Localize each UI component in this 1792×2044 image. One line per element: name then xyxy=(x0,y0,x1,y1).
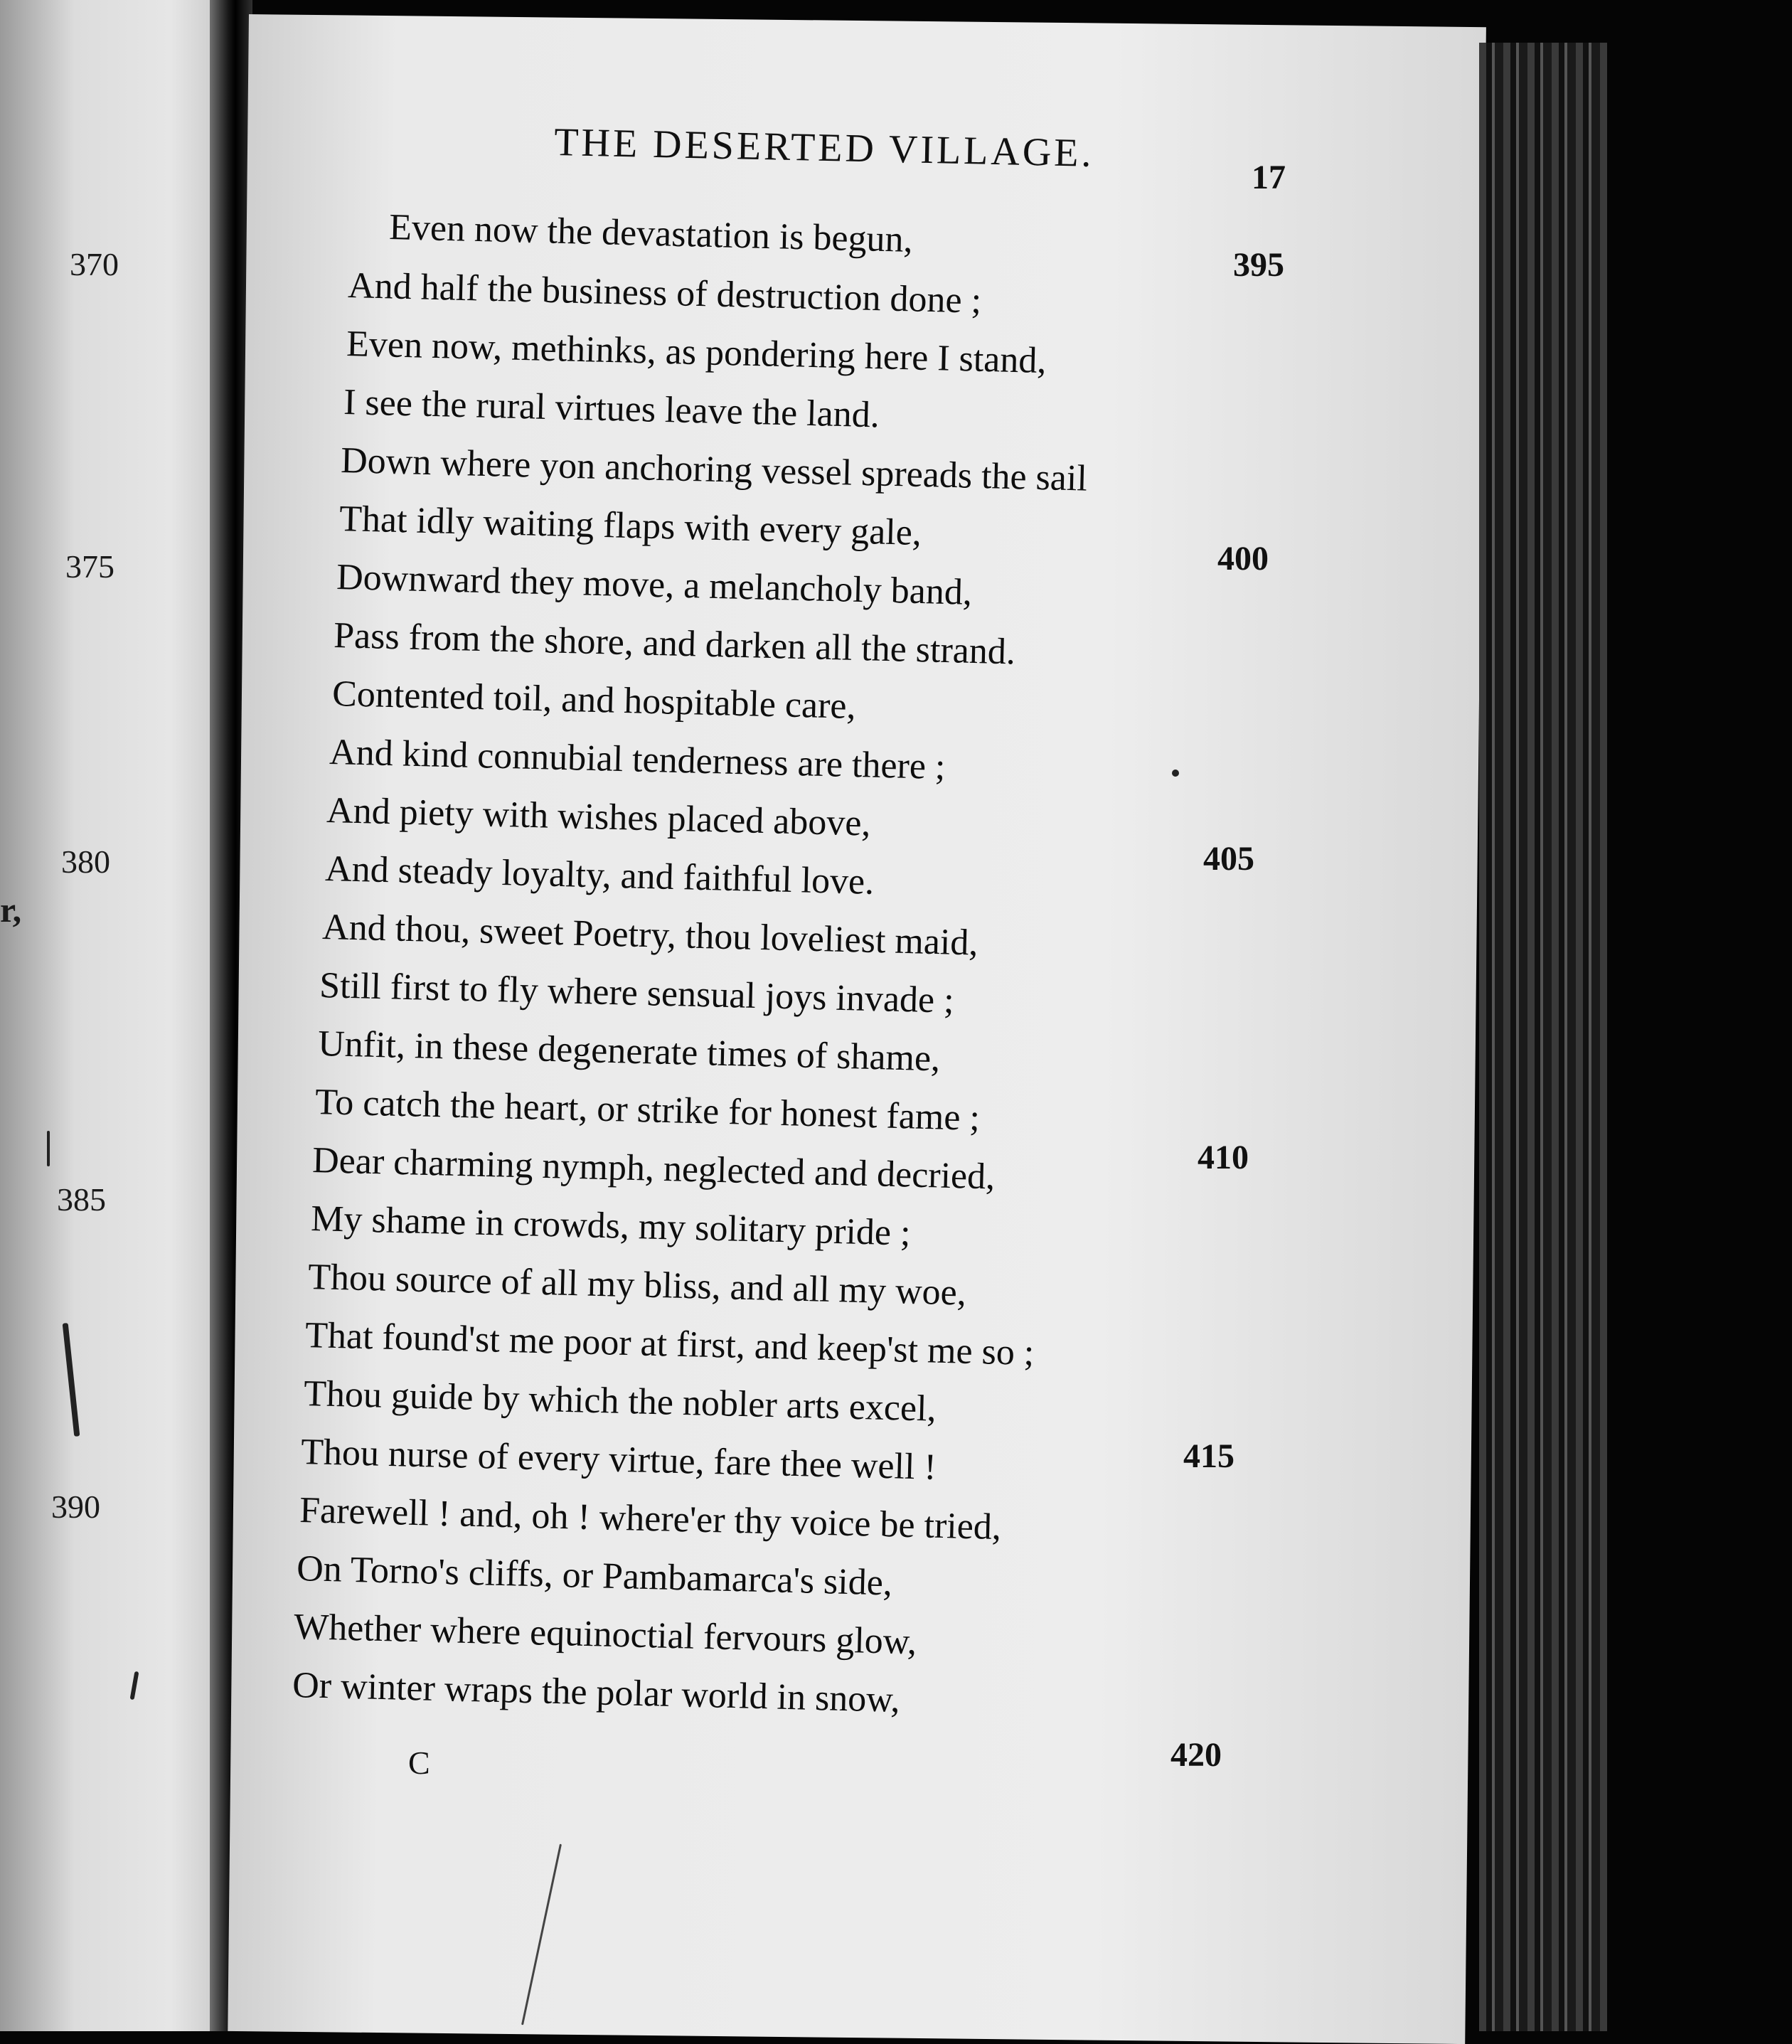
poem-line: Or winter wraps the polar world in snow, xyxy=(292,1664,901,1720)
poem-line: Dear charming nymph, neglected and decried, xyxy=(311,1139,996,1198)
running-title: THE DESERTED VILLAGE. xyxy=(553,119,1095,176)
poem-line: My shame in crowds, my solitary pride ; xyxy=(310,1198,912,1254)
poem-line: Thou guide by which the nobler arts excel, xyxy=(303,1373,937,1430)
page-edges xyxy=(1479,43,1607,2031)
poem-line: And thou, sweet Poetry, thou loveliest maid, xyxy=(321,906,979,964)
left-page xyxy=(0,0,213,2031)
signature-mark: C xyxy=(408,1745,430,1781)
line-number: 405 xyxy=(1203,840,1254,878)
line-number: 420 xyxy=(1170,1736,1222,1774)
poem-line: Still first to fly where sensual joys invade ; xyxy=(319,964,955,1021)
ink-stroke xyxy=(47,1131,50,1166)
left-line-number: 380 xyxy=(61,843,110,880)
poem-line: That idly waiting flaps with every gale, xyxy=(338,498,922,553)
poem-line: Contented toil, and hospitable care, xyxy=(331,673,857,727)
line-number: 400 xyxy=(1217,540,1269,577)
poem-line: Down where yon anchoring vessel spreads the sail xyxy=(340,440,1088,499)
poem-line: And piety with wishes placed above, xyxy=(326,789,872,844)
ink-stroke xyxy=(63,1323,80,1437)
ink-dot xyxy=(1172,770,1179,777)
line-number: 415 xyxy=(1183,1437,1234,1475)
poem-line: To catch the heart, or strike for honest fame ; xyxy=(314,1081,981,1139)
page-number: 17 xyxy=(1252,159,1286,196)
line-number: 395 xyxy=(1233,246,1284,284)
poem-line: Thou source of all my bliss, and all my woe, xyxy=(307,1256,967,1314)
left-line-number: 390 xyxy=(51,1489,100,1525)
left-line-number: 375 xyxy=(65,548,114,585)
poem-line: That found'st me poor at first, and keep'st me so ; xyxy=(304,1314,1035,1374)
ink-stroke xyxy=(130,1671,139,1700)
poem-line: And steady loyalty, and faithful love. xyxy=(324,848,875,903)
poem-line: Even now, methinks, as pondering here I stand, xyxy=(346,323,1047,382)
poem-line: I see the rural virtues leave the land. xyxy=(343,381,880,436)
left-line-number: 370 xyxy=(70,246,119,282)
poem-line: Pass from the shore, and darken all the strand. xyxy=(333,614,1016,673)
poem-line: Even now the devastation is begun, xyxy=(388,206,914,260)
left-page-fragment: r, xyxy=(0,890,22,930)
poem-line: Downward they move, a melancholy band, xyxy=(336,556,973,613)
poem-line: Thou nurse of every virtue, fare thee well ! xyxy=(300,1431,937,1488)
line-number: 410 xyxy=(1198,1139,1249,1176)
poem-line: And kind connubial tenderness are there ; xyxy=(329,731,946,788)
poem-line: Whether where equinoctial fervours glow, xyxy=(293,1606,917,1663)
poem-line: On Torno's cliffs, or Pambamarca's side, xyxy=(296,1548,893,1604)
poem-line: And half the business of destruction done ; xyxy=(347,265,982,321)
left-line-number: 385 xyxy=(57,1181,106,1218)
poem-line: Unfit, in these degenerate times of shame, xyxy=(317,1023,941,1080)
poem-line: Farewell ! and, oh ! where'er thy voice be tried, xyxy=(299,1489,1002,1548)
